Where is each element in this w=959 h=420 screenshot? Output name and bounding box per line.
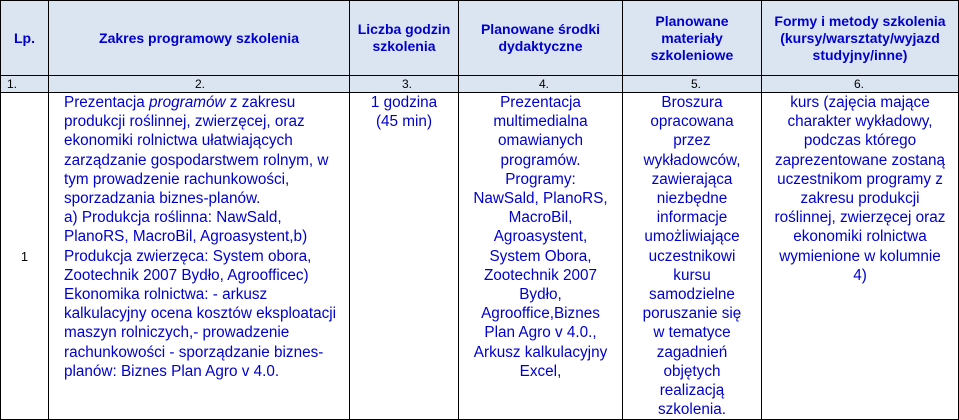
zakres-rest: z zakresu produkcji roślinnej, zwierzęcej, oraz ekonomiki rolnictwa ułatwiających zarządzanie gospodarstwem rolnym, w tym prowadzenie rachunkowości, sporzadzania biznes-planów. [64,94,329,208]
header-lp: Lp. [1,1,49,76]
column-number: 4. [459,76,623,93]
zakres-intro [64,93,339,208]
row-srodki [459,93,623,420]
row-zakres [49,93,350,420]
materialy-text: Broszura opracowana przez wykładowców, zawierająca niezbędne informacje umożliwiające uczestnikowi kursu samodzielne poruszanie się w tematyce zagadnień objętych realizacją szkolenia. [642,94,742,419]
row-liczba [350,93,459,420]
table-row [1,93,959,420]
column-number-row [1,76,959,93]
row-lp: 1 [1,93,49,420]
zakres-italic: programów [149,94,226,111]
header-srodki: Planowane środki dydaktyczne [459,1,623,76]
column-number: 6. [762,76,959,93]
row-formy [762,93,959,420]
column-number: 3. [350,76,459,93]
column-number: 1. [1,76,49,93]
zakres-prefix: Prezentacja [64,94,150,111]
column-number: 2. [49,76,350,93]
formy-text: kurs (zajęcia mające charakter wykładowy, podczas którego zaprezentowane zostaną uczestnikom programy z zakresu produkcji roślinnej, zwierzęcej oraz ekonomiki rolnictwa wymienione w kolumnie 4) [774,94,946,284]
header-formy: Formy i metody szkolenia (kursy/warsztaty/wyjazd studyjny/inne) [762,1,959,76]
liczba-text: 1 godzina (45 min) [370,94,438,131]
column-number: 5. [623,76,762,93]
srodki-text: Prezentacja multimedialna omawianych programów. Programy: NawSald, PlanoRS, MacroBil, Agroasystent, System Obora, Zootechnik 2007 Bydło, Agrooffice,Biznes Plan Agro v 4.0., Arkusz kalkulacyjny Excel, [473,94,608,380]
row-materialy [623,93,762,420]
header-zakres: Zakres programowy szkolenia [49,1,350,76]
header-materialy: Planowane materiały szkoleniowe [623,1,762,76]
header-liczba: Liczba godzin szkolenia [350,1,459,76]
header-row [1,1,959,76]
zakres-details: a) Produkcja roślinna: NawSald, PlanoRS, MacroBil, Agroasystent,b) Produkcja zwierzęca: System obora, Zootechnik 2007 Bydło, Agroofficec) Ekonomika rolnictwa: - arkusz kalkulacyjny ocena kosztów eksploatacji maszyn rolniczych,- prowadzenie rachunkowości - sporządzanie biznes-planów: Biznes Plan Agro v 4.0. [64,209,337,380]
